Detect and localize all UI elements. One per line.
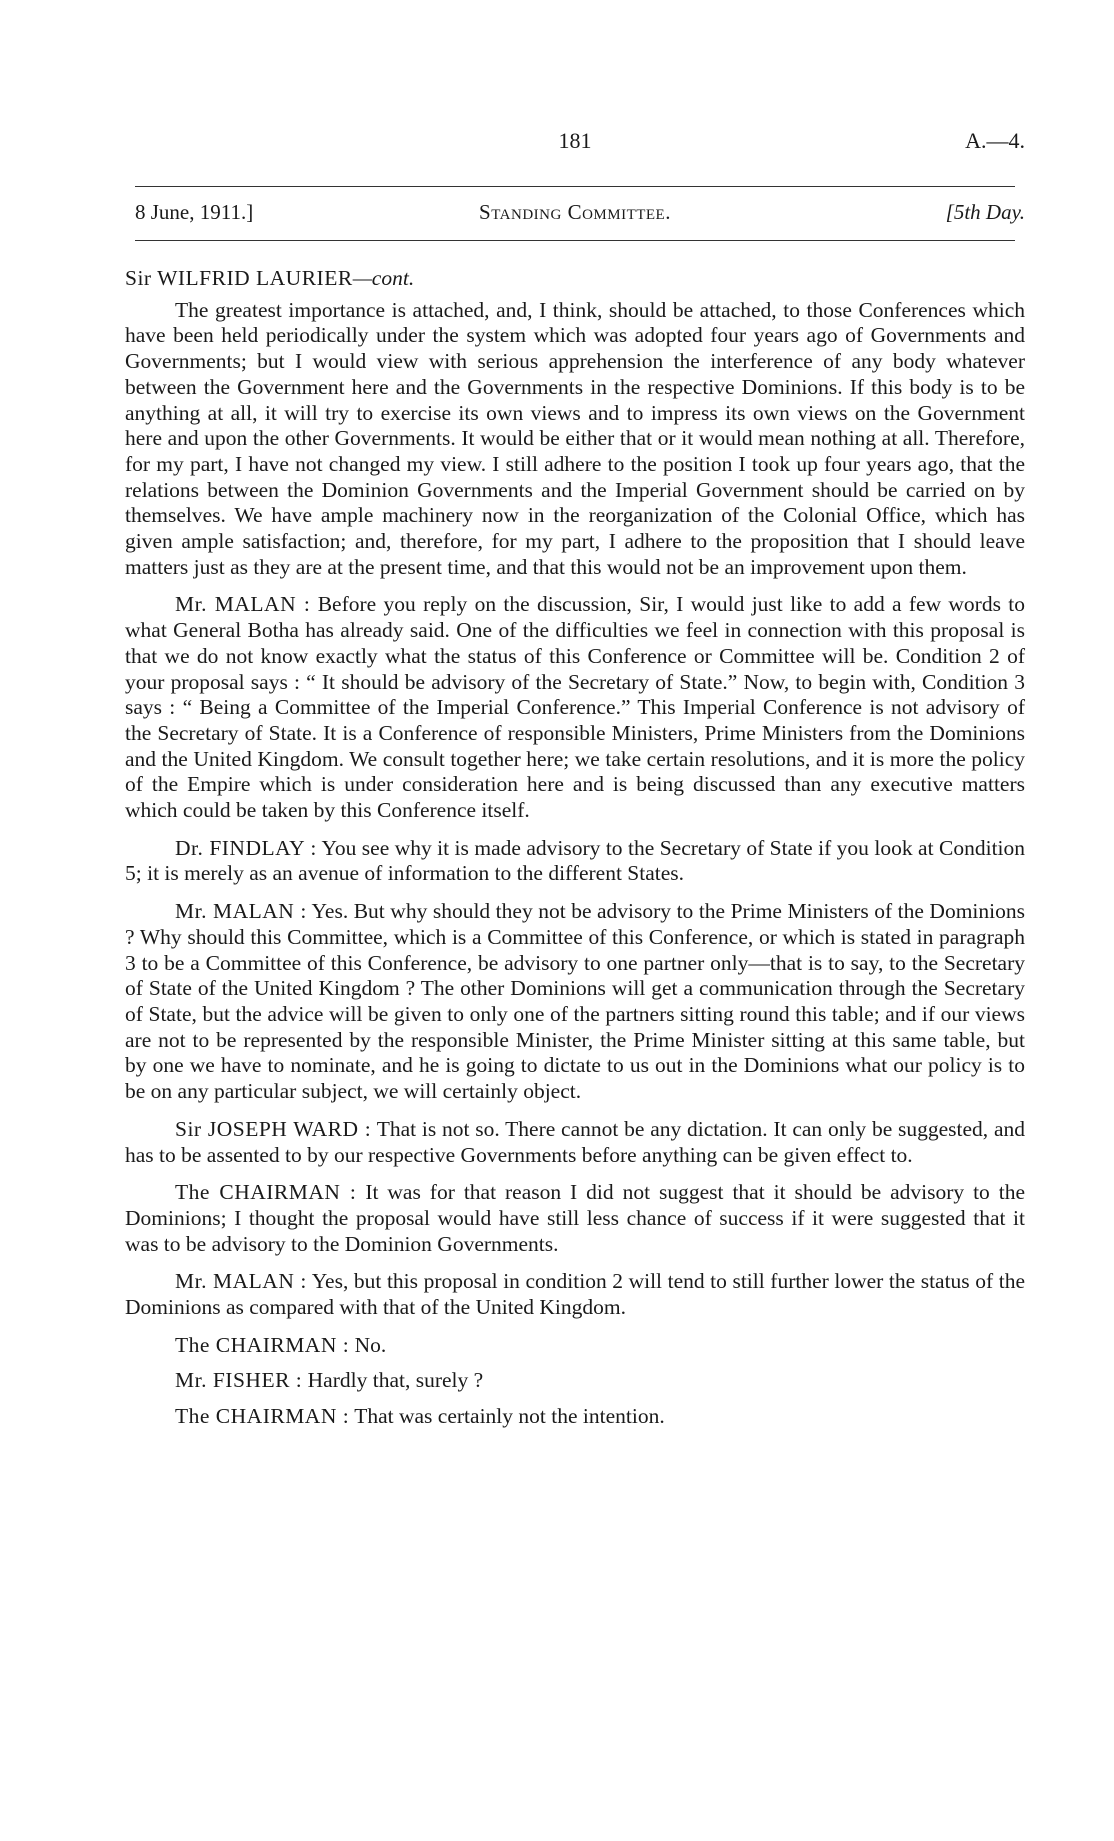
paragraph (125, 899, 1025, 1105)
paragraph-text: No. (354, 1332, 387, 1357)
paragraph-text: Hardly that, surely ? (307, 1368, 484, 1393)
paragraph-text: You see why it is made advisory to the Secretary of State if you look at Condition 5; it is merely as an avenue of information to the different States. (125, 835, 1026, 886)
header-rule-bottom (135, 240, 1015, 241)
paragraph (125, 1180, 1025, 1257)
paragraph (125, 1404, 1025, 1430)
speaker-name: Mr. MALAN : (175, 899, 307, 924)
document-body (125, 266, 1025, 1440)
paragraph (125, 1117, 1025, 1168)
speaker-name: Mr. MALAN : (175, 1269, 307, 1294)
speaker-name: Mr. FISHER : (175, 1368, 303, 1393)
paragraph (125, 298, 1025, 581)
speaker-name: The CHAIRMAN : (175, 1332, 350, 1357)
speaker-name: Dr. FINDLAY : (175, 835, 317, 860)
document-reference-code: A.—4. (965, 128, 1025, 153)
section-title: Standing Committee. (479, 200, 671, 224)
paragraph-text: Before you reply on the discussion, Sir, I would just like to add a few words to what General Botha has already said. One of the difficulties we feel in connection with this proposal is that we do not know exactly what the status of this Conference or Committee will be. Condition 2 of your proposal says : “ It should be advisory of the Secretary of State.” Now, to begin with, Condition 3 says : “ Being a Committee of the Imperial Conference.” This Imperial Conference is not advisory of the Secretary of State. It is a Conference of responsible Ministers, Prime Ministers from the Dominions and the United Kingdom. We consult together here; we take certain resolutions, and it is more the policy of the Empire which is under consideration here and is being discussed than any executive matters which could be taken by this Conference itself. (125, 592, 1025, 823)
page-number: 181 (558, 128, 592, 153)
speaker-name: Mr. MALAN : (175, 592, 311, 617)
page-top-line (125, 128, 1025, 158)
paragraph-text: The greatest importance is attached, and, I think, should be attached, to those Conferences which have been held periodically under the system which was adopted four years ago of Governments and Governments; but I would view with serious apprehension the interference of any body whatever between the Government here and the Governments in the respective Dominions. If this body is to be anything at all, it will try to exercise its own views and to impress its own views on the Government here and upon the other Governments. It would be either that or it would mean nothing at all. Therefore, for my part, I have not changed my view. I still adhere to the position I took up four years ago, that the relations between the Dominion Governments and the Imperial Government should be carried on by themselves. We have ample machinery now in the reorganization of the Colonial Office, which has given ample satisfaction; and, therefore, for my part, I adhere to the proposition that I should leave matters just as they are at the present time, and that this would not be an improvement upon them. (125, 297, 1025, 579)
paragraph (125, 836, 1025, 887)
paragraph-text: That is not so. There cannot be any dictation. It can only be suggested, and has to be assented to by our respective Governments before anything can be given effect to. (125, 1116, 1026, 1167)
paragraph (125, 1269, 1025, 1320)
header-rule-top (135, 186, 1015, 187)
document-page (125, 0, 1025, 1841)
paragraph (125, 592, 1025, 823)
day-label: [5th Day. (945, 200, 1025, 224)
speaker-name: Sir JOSEPH WARD : (175, 1116, 372, 1141)
running-header (125, 200, 1025, 230)
speaker-name: Sir WILFRID LAURIER (125, 266, 353, 290)
paragraph-text: It was for that reason I did not suggest that it should be advisory to the Dominions; I thought the proposal would have still less chance of success if it were suggested that it was to be advisory to the Dominion Governments. (125, 1180, 1026, 1256)
paragraph (125, 1368, 1025, 1394)
continued-speaker-line (125, 266, 1025, 292)
paragraph (125, 1333, 1025, 1359)
speaker-name: The CHAIRMAN : (175, 1404, 350, 1429)
paragraph-text: That was certainly not the intention. (354, 1404, 665, 1429)
paragraph-text: Yes, but this proposal in condition 2 will tend to still further lower the status of the Dominions as compared with that of the United Kingdom. (125, 1269, 1025, 1320)
paragraph-text: Yes. But why should they not be advisory to the Prime Ministers of the Dominions ? Why should this Committee, which is a Committee of this Conference, or which is stated in paragraph 3 to be a Committee of this Conference, be advisory to one partner only—that is to say, to the Secretary of State of the United Kingdom ? The other Dominions will get a communication through the Secretary of State, but the advice will be given to only one of the partners sitting round this table; and if our views are not to be represented by the responsible Minister, the Prime Minister sitting at this same table, but by one we have to nominate, and he is going to dictate to us out in the Dominions what our policy is to be on any particular subject, we will certainly object. (125, 899, 1025, 1104)
header-date: 8 June, 1911.] (135, 200, 254, 224)
speaker-name: The CHAIRMAN : (175, 1180, 357, 1205)
continued-suffix: —cont. (352, 266, 415, 290)
